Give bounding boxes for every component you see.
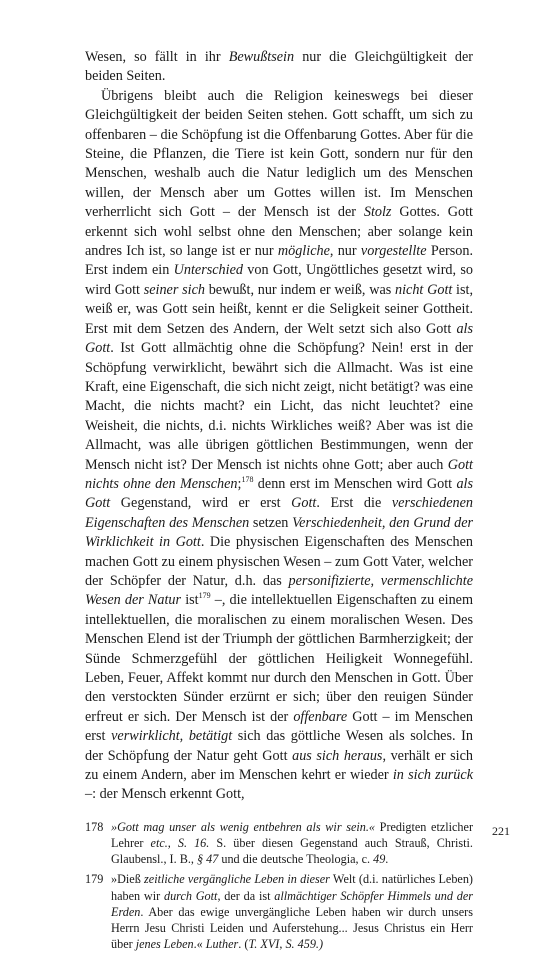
emphasis: allmächtiger Schöpfer Himmels und der Erden — [111, 888, 473, 919]
emphasis: verschiedenen Eigenschaften des Menschen — [85, 495, 473, 531]
footnote-text — [111, 872, 473, 951]
text-run: ; — [237, 475, 242, 492]
text-run: bewußt, nur indem er weiß, was — [204, 281, 395, 298]
emphasis: zeitliche vergängliche Leben in dieser — [144, 872, 330, 887]
emphasis: vorgestellte — [360, 243, 427, 260]
text-run: Wesen, so fällt in ihr — [85, 49, 229, 65]
text-run: ist — [181, 592, 199, 609]
footnote-number: 178 — [85, 819, 104, 834]
emphasis: »Gott mag unser als wenig entbehren als wir sein.« — [111, 819, 376, 834]
emphasis: als Gott — [85, 475, 473, 512]
emphasis: Unterschied — [173, 262, 243, 279]
text-run: . — [385, 852, 389, 867]
paragraph — [85, 87, 473, 805]
text-run: »Dieß — [111, 872, 145, 887]
text-run: ist, weiß er, was Gott sein heißt, kennt er die Seligkeit seiner Gottheit. Erst mit dem Setzen des Andern, der Welt setzt sich also Gott — [85, 281, 474, 337]
emphasis: aus sich heraus — [292, 747, 383, 764]
emphasis: als Gott — [85, 320, 473, 357]
text-run: –, die intellektuellen Eigenschaften zu einem intellektuellen, die moralischen zu einem moralischen Wesen. Des Menschen Elend ist der Triumph der göttlichen Barmherzigkeit; der Sünde Schmerzgefühl der göttlichen Heiligkeit Wonnegefühl. Leben, Feuer, Affekt kommt nur durch den Menschen in Gott. Über den verstockten Sünder erzürnt er sich; über den reuigen Sünder erfreut er sich. Der Mensch ist der — [85, 592, 474, 725]
emphasis: seiner sich — [143, 281, 205, 298]
emphasis: nicht Gott — [395, 281, 453, 298]
footnote-ref: 179 — [198, 591, 211, 601]
emphasis: Luther — [205, 937, 239, 952]
text-run: setzen — [249, 514, 293, 531]
text-run: . Erst die — [316, 495, 392, 512]
emphasis: Stolz — [363, 204, 392, 221]
text-run: . Aber das ewige unvergängliche Leben haben wir durch unsers Herrn Jesu Christi Leiden und Auferstehung... Jesus Christus ein Herr über — [111, 904, 473, 952]
emphasis: verwirklicht, betätigt — [111, 728, 233, 745]
text-run: . Die physischen Eigenschaften des Menschen machen Gott zu einem physischen Wesen – zum Gott Vater, welcher der Schöpfer der Natur, d.h. das — [85, 534, 473, 589]
text-run: .« — [193, 937, 206, 952]
emphasis: in sich zurück — [392, 767, 474, 784]
text-run: Gottes. Gott erkennt sich wohl selbst ohne den Menschen; aber solange kein andres Ich ist, so lange ist er nur — [85, 204, 474, 260]
book-page — [85, 48, 473, 956]
footnotes — [85, 819, 473, 953]
text-run: Predigten etzlicher Lehrer — [111, 819, 473, 851]
emphasis: mögliche — [277, 243, 330, 260]
text-run: . ( — [238, 937, 249, 952]
emphasis: 49 — [373, 852, 386, 867]
emphasis: Gott — [291, 495, 317, 512]
text-run: Gegenstand, wird er erst — [110, 495, 292, 512]
footnote — [85, 819, 473, 868]
text-run: von Gott, Ungöttliches gesetzt wird, so wird Gott — [85, 262, 473, 298]
text-run: . Ist Gott allmächtig ohne die Schöpfung? Nein! erst in der Schöpfung verwirklicht, bewährt sich die Allmacht. Was ist eine Kraft, eine Eigenschaft, die sich nicht zeigt, nicht betätigt? was eine Macht, die nichts macht? ein Licht, das nicht leuchtet? eine Weisheit, die nichts, d.i. nichts Wirkliches weiß? Aber was ist die Allmacht, was alle übrigen göttlichen Bestimmungen, wenn der Mensch nicht ist? Der Mensch ist nichts ohne Gott; aber auch — [85, 340, 473, 473]
footnote-ref: 178 — [241, 474, 254, 484]
footnote-number: 179 — [85, 872, 104, 887]
paragraph — [85, 48, 473, 87]
main-text — [85, 48, 473, 805]
emphasis: Bewußtsein — [228, 49, 295, 65]
emphasis: offenbare — [293, 708, 348, 725]
text-run: Person. Erst indem ein — [85, 243, 473, 279]
text-run: Gott – im Menschen erst — [85, 708, 473, 745]
text-run: und die deutsche Theologia, c. — [218, 852, 374, 867]
text-run: , nur — [329, 243, 361, 260]
footnote — [85, 871, 473, 952]
emphasis: Verschiedenheit, den Grund der Wirklichkeit in Gott — [85, 514, 474, 551]
text-run: –: der Mensch erkennt Gott, — [85, 786, 245, 803]
text-run: nur die Gleichgültigkeit der beiden Seiten. — [85, 49, 473, 85]
emphasis: jenes Leben — [135, 937, 194, 952]
text-run: Welt (d.i. natürliches Leben) haben wir — [111, 872, 473, 903]
emphasis: T. XVI, S. 459.) — [248, 937, 324, 952]
text-run: , verhält er sich zu einem Andern, aber im Menschen kehrt er wieder — [85, 747, 473, 784]
page-number: 221 — [492, 824, 510, 838]
text-run: Übrigens bleibt auch die Religion keineswegs bei dieser Gleichgültigkeit der beiden Seiten stehen. Gott schafft, um sich zu offenbaren – die Schöpfung ist die Offenbarung Gottes. Aber für die Steine, die Pflanzen, die Tiere ist kein Gott, sondern nur für den Menschen, weshalb auch die Natur lediglich um des Menschen willen, der Mensch aber um Gottes willen ist. Im Menschen verherrlicht sich Gott – der Mensch ist der — [85, 87, 473, 221]
emphasis: § 47 — [196, 852, 219, 867]
emphasis: personifizierte, vermenschlichte Wesen der Natur — [85, 572, 473, 609]
text-run: S. über diesen Gegenstand auch Strauß, Christi. Glaubensl., I. B., — [111, 836, 473, 867]
emphasis: durch Gott — [163, 888, 218, 903]
emphasis: Gott nichts ohne den Menschen — [85, 456, 473, 492]
footnote-text — [111, 820, 473, 866]
text-run: denn erst im Menschen wird Gott — [253, 475, 457, 492]
text-run: , der da ist — [217, 888, 275, 903]
text-run: sich das göttliche Wesen als solches. In der Schöpfung der Natur geht Gott — [85, 728, 473, 764]
emphasis: etc., S. 16. — [150, 836, 210, 851]
